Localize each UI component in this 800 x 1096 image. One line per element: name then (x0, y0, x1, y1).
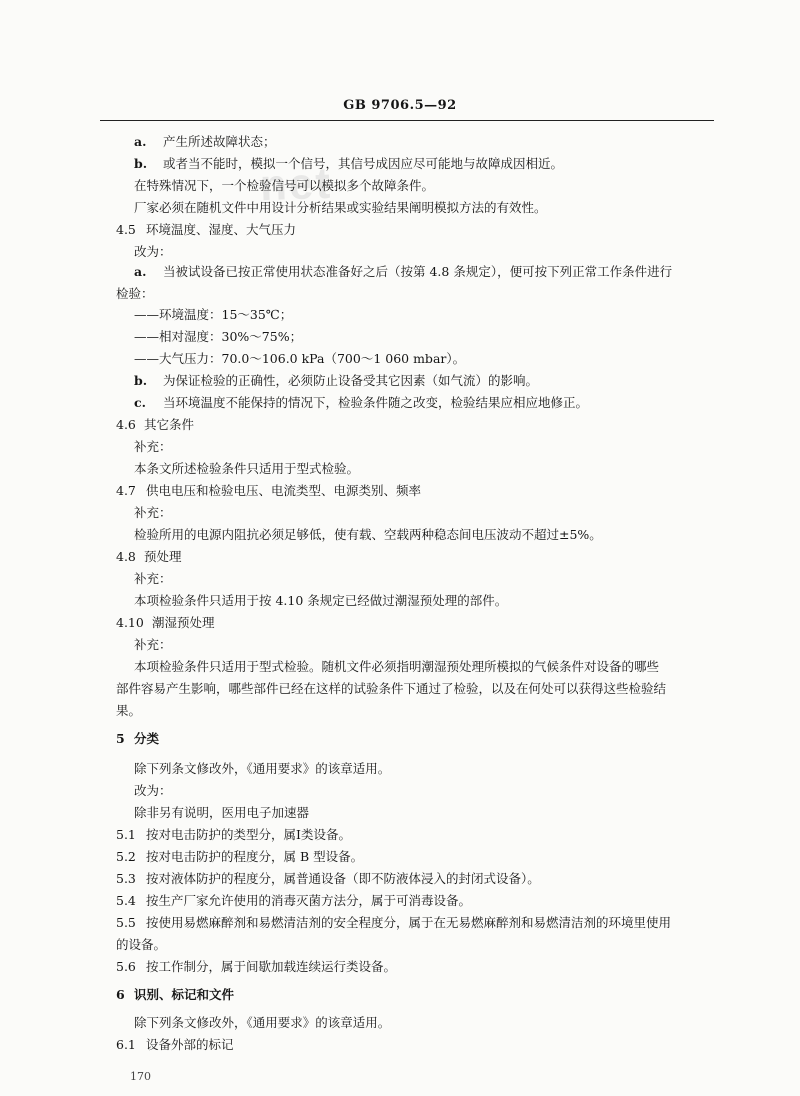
chapter-heading: 5 分类 (116, 731, 160, 746)
section-heading: 4.7 供电电压和检验电压、电流类型、电源类别、频率 (116, 483, 422, 498)
clause-item: 5.4 按生产厂家允许使用的消毒灭菌方法分，属于可消毒设备。 (116, 893, 472, 908)
section-heading: 4.6 其它条件 (116, 417, 195, 432)
text-line: 检验所用的电源内阻抗必须足够低，使有载、空载两种稳态间电压波动不超过±5%。 (134, 527, 602, 542)
list-item: a. 产生所述故障状态； (134, 134, 276, 149)
text-line: 本项检验条件只适用于型式检验。随机文件必须指明潮湿预处理所模拟的气候条件对设备的哪些 (134, 659, 660, 674)
clause-item: 5.3 按对液体防护的程度分，属普通设备（即不防液体浸入的封闭式设备）。 (116, 871, 540, 886)
watermark: net (259, 158, 333, 211)
text-line: 检验： (116, 286, 154, 301)
text-line: 补充： (134, 571, 172, 586)
header-rule (100, 120, 714, 121)
text-line: 在特殊情况下，一个检验信号可以模拟多个故障条件。 (134, 178, 435, 193)
text-line: 厂家必须在随机文件中用设计分析结果或实验结果阐明模拟方法的有效性。 (134, 200, 547, 215)
page-number: 170 (130, 1070, 151, 1083)
text-line: 本项检验条件只适用于按 4.10 条规定已经做过潮湿预处理的部件。 (134, 593, 508, 608)
text-line: 果。 (116, 703, 142, 718)
list-item: b. 或者当不能时，模拟一个信号，其信号成因应尽可能地与故障成因相近。 (134, 156, 564, 171)
clause-item: 5.5 按使用易燃麻醉剂和易燃清洁剂的安全程度分，属于在无易燃麻醉剂和易燃清洁剂的环境里使用 (116, 915, 672, 930)
clause-item: 5.6 按工作制分，属于间歇加载连续运行类设备。 (116, 959, 397, 974)
standard-header: GB 9706.5—92 (343, 98, 457, 113)
text-line: 除下列条文修改外，《通用要求》的该章适用。 (134, 1015, 391, 1030)
text-line: ——环境温度：15～35℃； (134, 307, 293, 322)
text-line: 改为： (134, 244, 172, 259)
text-line: 本条文所述检验条件只适用于型式检验。 (134, 461, 360, 476)
text-line: 除下列条文修改外，《通用要求》的该章适用。 (134, 761, 391, 776)
section-heading: 4.5 环境温度、湿度、大气压力 (116, 222, 297, 237)
text-line: 除非另有说明，医用电子加速器 (134, 805, 310, 820)
text-line: 补充： (134, 637, 172, 652)
text-line: 的设备。 (116, 937, 167, 952)
text-line: 部件容易产生影响，哪些部件已经在这样的试验条件下通过了检验，以及在何处可以获得这些检验结 (116, 681, 667, 696)
list-item: c. 当环境温度不能保持的情况下，检验条件随之改变，检验结果应相应地修正。 (134, 395, 589, 410)
clause-item: 5.2 按对电击防护的程度分，属 B 型设备。 (116, 849, 364, 864)
section-heading: 4.8 预处理 (116, 549, 182, 564)
text-line: 补充： (134, 505, 172, 520)
list-item: b. 为保证检验的正确性，必须防止设备受其它因素（如气流）的影响。 (134, 373, 539, 388)
clause-item: 5.1 按对电击防护的类型分，属Ⅰ类设备。 (116, 827, 351, 842)
text-line: 改为： (134, 783, 172, 798)
text-line: 补充： (134, 439, 172, 454)
chapter-heading: 6 识别、标记和文件 (116, 987, 235, 1002)
text-line: ——相对湿度：30%～75%； (134, 329, 303, 344)
list-item: a. 当被试设备已按正常使用状态准备好之后（按第 4.8 条规定），便可按下列正常工作条件进行 (134, 264, 673, 279)
section-heading: 4.10 潮湿预处理 (116, 615, 215, 630)
text-line: ——大气压力：70.0～106.0 kPa（700～1 060 mbar）。 (134, 351, 466, 366)
clause-item: 6.1 设备外部的标记 (116, 1037, 234, 1052)
